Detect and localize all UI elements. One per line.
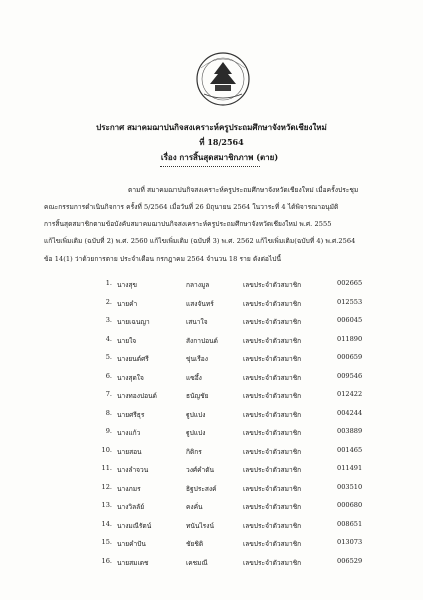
member-last-name: ฐูปแปง <box>186 411 206 419</box>
member-last-name: กลางมูล <box>186 281 210 289</box>
member-id: 000659 <box>337 353 363 361</box>
member-first-name: นางวิลลัย์ <box>117 503 145 511</box>
member-last-name: แซอึ้ง <box>186 374 202 382</box>
member-row <box>0 298 423 308</box>
member-id-label: เลขประจำตัวสมาชิก <box>243 503 302 511</box>
member-id-label: เลขประจำตัวสมาชิก <box>243 559 302 567</box>
member-first-name: นายใจ <box>117 337 137 345</box>
member-number: 15. <box>101 538 112 546</box>
member-number: 11. <box>101 464 112 472</box>
member-last-name: ฐูปแปง <box>186 429 206 437</box>
member-first-name: นางภมร <box>117 485 141 493</box>
member-number: 5. <box>105 353 112 361</box>
member-row <box>0 372 423 382</box>
member-id: 011890 <box>337 335 363 343</box>
member-last-name: เสนาใจ <box>186 318 208 326</box>
member-id: 004244 <box>337 409 363 417</box>
member-first-name: นายศรีธุร <box>117 411 145 419</box>
member-number: 6. <box>105 372 112 380</box>
member-last-name: ทนันไรงน์ <box>186 522 214 530</box>
announcement-number: ที่ 18/2564 <box>199 137 244 147</box>
member-first-name: นางมณีรัตน์ <box>117 522 152 530</box>
member-id-label: เลขประจำตัวสมาชิก <box>243 337 302 345</box>
member-row <box>0 353 423 363</box>
member-row <box>0 483 423 493</box>
member-id-label: เลขประจำตัวสมาชิก <box>243 281 302 289</box>
member-id: 002665 <box>337 279 363 287</box>
member-last-name: ธนัญชัย <box>186 392 209 400</box>
member-id: 003889 <box>337 427 363 435</box>
member-number: 9. <box>105 427 112 435</box>
member-row <box>0 427 423 437</box>
member-number: 3. <box>105 316 112 324</box>
member-first-name: นายสมเดช <box>117 559 149 567</box>
member-last-name: ชัยชิติ <box>186 540 204 548</box>
member-row <box>0 335 423 345</box>
member-id-label: เลขประจำตัวสมาชิก <box>243 318 302 326</box>
member-last-name: วงศ์คำตัน <box>186 466 215 474</box>
member-last-name: สังกาปอนด์ <box>186 337 218 345</box>
member-id-label: เลขประจำตัวสมาชิก <box>243 355 302 363</box>
member-number: 4. <box>105 335 112 343</box>
member-id: 008651 <box>337 520 363 528</box>
member-id: 006045 <box>337 316 363 324</box>
member-first-name: นายคำปัน <box>117 540 146 548</box>
member-row <box>0 557 423 567</box>
member-row <box>0 501 423 511</box>
member-id-label: เลขประจำตัวสมาชิก <box>243 411 302 419</box>
announcement-title: ประกาศ สมาคมฌาปนกิจสงเคราะห์ครูประถมศึกษาจังหวัดเชียงใหม่ <box>96 122 327 132</box>
member-last-name: ธิฐประสงค์ <box>186 485 217 493</box>
member-id: 001465 <box>337 446 363 454</box>
announcement-subject: เรื่อง การสิ้นสุดสมาชิกภาพ (ตาย) <box>160 152 279 162</box>
member-id: 003510 <box>337 483 363 491</box>
member-first-name: นางทองปอนด์ <box>117 392 157 400</box>
member-first-name: นางแก้ว <box>117 429 141 437</box>
member-id-label: เลขประจำตัวสมาชิก <box>243 466 302 474</box>
member-last-name: ขุ่นเรือง <box>186 355 208 363</box>
member-last-name: แสงจันทร์ <box>186 300 214 308</box>
member-row <box>0 409 423 419</box>
member-id-label: เลขประจำตัวสมาชิก <box>243 448 302 456</box>
body-paragraph-line: การสิ้นสุดสมาชิกตามข้อบังคับสมาคมฌาปนกิจสงเคราะห์ครูประถมศึกษาจังหวัดเชียงใหม่ พ.ศ. 2555 <box>44 220 332 228</box>
member-number: 2. <box>105 298 112 306</box>
member-row <box>0 464 423 474</box>
member-first-name: นางสุดใจ <box>117 374 144 382</box>
member-id-label: เลขประจำตัวสมาชิก <box>243 392 302 400</box>
body-paragraph-line: ตามที่ สมาคมฌาปนกิจสงเคราะห์ครูประถมศึกษาจังหวัดเชียงใหม่ เมื่อครั้งประชุม <box>128 186 359 194</box>
member-row <box>0 446 423 456</box>
member-last-name: เคชมณี <box>186 559 208 567</box>
member-number: 7. <box>105 390 112 398</box>
member-number: 14. <box>101 520 112 528</box>
member-number: 1. <box>105 279 112 287</box>
member-id-label: เลขประจำตัวสมาชิก <box>243 540 302 548</box>
member-row <box>0 316 423 326</box>
member-number: 12. <box>101 483 112 491</box>
member-id: 012422 <box>337 390 363 398</box>
member-first-name: นายเฉนญา <box>117 318 150 326</box>
member-id: 000680 <box>337 501 363 509</box>
member-id: 009546 <box>337 372 363 380</box>
body-paragraph-line: ข้อ 14(1) ว่าด้วยการตาย ประจำเดือน กรกฎาคม 2564 จำนวน 18 ราย ดังต่อไปนี้ <box>44 255 282 263</box>
member-id: 012553 <box>337 298 363 306</box>
member-id: 013073 <box>337 538 363 546</box>
member-id-label: เลขประจำตัวสมาชิก <box>243 374 302 382</box>
member-number: 13. <box>101 501 112 509</box>
member-id: 006529 <box>337 557 363 565</box>
member-id: 011491 <box>337 464 363 472</box>
member-number: 16. <box>101 557 112 565</box>
member-id-label: เลขประจำตัวสมาชิก <box>243 300 302 308</box>
member-first-name: นางยนต์ศรี <box>117 355 149 363</box>
member-last-name: กิติกร <box>186 448 202 456</box>
member-row <box>0 390 423 400</box>
member-first-name: นางลำจวน <box>117 466 149 474</box>
member-row <box>0 538 423 548</box>
body-paragraph-line: แก้ไขเพิ่มเติม (ฉบับที่ 2) พ.ศ. 2560 แก้ไขเพิ่มเติม (ฉบับที่ 3) พ.ศ. 2562 แก้ไขเพิ่มเติม(ฉบับที่ 4) พ.ศ.2564 <box>44 237 356 245</box>
member-id-label: เลขประจำตัวสมาชิก <box>243 485 302 493</box>
member-row <box>0 279 423 289</box>
member-number: 8. <box>105 409 112 417</box>
member-id-label: เลขประจำตัวสมาชิก <box>243 522 302 530</box>
member-last-name: คงคั่น <box>186 503 203 511</box>
member-first-name: นางสุข <box>117 281 137 289</box>
member-id-label: เลขประจำตัวสมาชิก <box>243 429 302 437</box>
body-paragraph-line: คณะกรรมการดำเนินกิจการ ครั้งที่ 5/2564 เมื่อวันที่ 26 มิถุนายน 2564 ในวาระที่ 4 ได้พิจารณาอนุมัติ <box>44 203 339 211</box>
member-number: 10. <box>101 446 112 454</box>
member-first-name: นายสอน <box>117 448 142 456</box>
member-row <box>0 520 423 530</box>
member-first-name: นายคำ <box>117 300 138 308</box>
